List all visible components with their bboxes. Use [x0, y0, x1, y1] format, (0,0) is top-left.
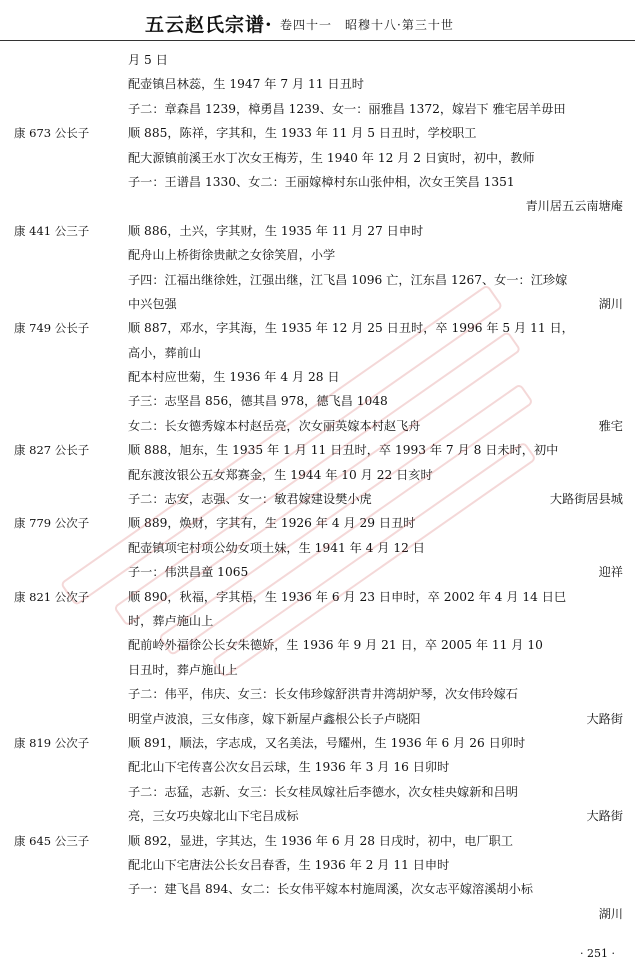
page-number: · 251 · — [580, 947, 615, 960]
genealogy-line — [0, 243, 635, 267]
genealogy-line — [0, 438, 635, 462]
genealogy-line — [0, 365, 635, 389]
genealogy-line — [0, 292, 635, 316]
entry-text: 子一：王谱昌 1330、女二：王丽嫁樟村东山张仲相，次女王笑昌 1351 — [128, 174, 515, 189]
genealogy-body — [0, 48, 635, 926]
genealogy-line — [0, 902, 635, 926]
genealogy-line — [0, 389, 635, 413]
genealogy-line — [0, 804, 635, 828]
residence-label: 大路街 — [586, 711, 623, 726]
ancestor-label: 康 827 公长子 — [14, 443, 90, 458]
entry-text: 日丑时，葬卢施山上 — [128, 662, 238, 677]
entry-text: 配舟山上桥街徐贵献之女徐笑眉，小学 — [128, 248, 336, 263]
genealogy-line — [0, 658, 635, 682]
ancestor-label: 康 779 公次子 — [14, 516, 90, 531]
entry-text: 子二：章森昌 1239，樟勇昌 1239、女一：丽雅昌 1372，嫁岩下 雅宅居羊毋田 — [128, 101, 566, 116]
genealogy-line — [0, 487, 635, 511]
entry-text: 顺 890，秋福，字其梧，生 1936 年 6 月 23 日申时，卒 2002 年 4 月 14 日巳 — [128, 589, 567, 604]
ancestor-label: 康 749 公长子 — [14, 321, 90, 336]
entry-text: 配前岭外福徐公长女朱德娇，生 1936 年 9 月 21 日，卒 2005 年 11 月 10 — [128, 638, 543, 653]
genealogy-line — [0, 731, 635, 755]
genealogy-line — [0, 97, 635, 121]
genealogy-line — [0, 511, 635, 535]
entry-text: 明堂卢波浪，三女伟彦，嫁下新屋卢鑫根公长子卢晓阳 — [128, 711, 421, 726]
genealogy-line — [0, 585, 635, 609]
genealogy-line — [0, 463, 635, 487]
entry-text: 子三：志坚昌 856，德其昌 978，德飞昌 1048 — [128, 394, 388, 409]
residence-label: 大路街居县城 — [549, 492, 623, 507]
entry-text: 女二：长女德秀嫁本村赵岳亮，次女丽英嫁本村赵飞舟 — [128, 418, 421, 433]
genealogy-line — [0, 536, 635, 560]
genealogy-line — [0, 877, 635, 901]
genealogy-line — [0, 853, 635, 877]
genealogy-line — [0, 707, 635, 731]
entry-text: 子一：伟洪昌童 1065 — [128, 565, 249, 580]
genealogy-line — [0, 633, 635, 657]
entry-text: 子二：志猛，志新、女三：长女桂凤嫁社后李德水，次女桂央嫁新和吕明 — [128, 784, 518, 799]
entry-text: 配东渡汝银公五女郑赛金，生 1944 年 10 月 22 日亥时 — [128, 467, 433, 482]
entry-text: 配壶镇项宅村项公幼女项土妹，生 1941 年 4 月 12 日 — [128, 540, 425, 555]
genealogy-line — [0, 609, 635, 633]
residence-label: 湖川 — [598, 296, 623, 311]
entry-text: 子二：志安，志强、女一：敏君嫁建设樊小虎 — [128, 492, 372, 507]
genealogy-line — [0, 268, 635, 292]
entry-text: 子四：江福出继徐姓，江强出继，江飞昌 1096 亡，江东昌 1267、女一：江珍嫁 — [128, 272, 568, 287]
book-title: 五云赵氏宗谱· — [145, 14, 273, 36]
entry-text: 顺 888，旭东，生 1935 年 1 月 11 日丑时，卒 1993 年 7 月 8 日未时，初中 — [128, 443, 559, 458]
ancestor-label: 康 645 公三子 — [14, 833, 90, 848]
entry-text: 时，葬卢施山上 — [128, 613, 214, 628]
entry-text: 顺 887，邓水，字其海，生 1935 年 12 月 25 日丑时，卒 1996 年 5 月 11 日， — [128, 321, 574, 336]
entry-text: 配本村应世菊，生 1936 年 4 月 28 日 — [128, 370, 340, 385]
entry-text: 子一：建飞昌 894、女二：长女伟平嫁本村施周溪，次女志平嫁溶溪胡小标 — [128, 882, 533, 897]
genealogy-line — [0, 341, 635, 365]
ancestor-label: 康 819 公次子 — [14, 735, 90, 750]
residence-label: 雅宅 — [598, 418, 623, 433]
genealogy-line — [0, 755, 635, 779]
genealogy-line — [0, 780, 635, 804]
entry-text: 顺 891，顺法，字志成，又名美法，号耀州，生 1936 年 6 月 26 日卯时 — [128, 735, 526, 750]
ancestor-label: 康 441 公三子 — [14, 223, 90, 238]
residence-label: 青川居五云南塘庵 — [525, 199, 623, 214]
entry-text: 配壶镇吕林蕊，生 1947 年 7 月 11 日丑时 — [128, 77, 364, 92]
genealogy-line — [0, 219, 635, 243]
entry-text: 配北山下宅唐法公长女吕春香，生 1936 年 2 月 11 日申时 — [128, 857, 450, 872]
genealogy-line — [0, 194, 635, 218]
genealogy-line — [0, 560, 635, 584]
volume-subtitle: 卷四十一 昭穆十八·第三十世 — [280, 18, 454, 32]
entry-text: 顺 885，陈祥，字其和，生 1933 年 11 月 5 日丑时，学校职工 — [128, 126, 477, 141]
genealogy-line — [0, 48, 635, 72]
genealogy-line — [0, 316, 635, 340]
ancestor-label: 康 673 公长子 — [14, 126, 90, 141]
entry-text: 月 5 日 — [128, 53, 168, 67]
residence-label: 大路街 — [586, 809, 623, 824]
genealogy-line — [0, 72, 635, 96]
entry-text: 子二：伟平，伟庆、女三：长女伟珍嫁舒洪青井湾胡炉琴，次女伟玲嫁石 — [128, 687, 518, 702]
entry-text: 配大源镇前溪王水丁次女王梅芳，生 1940 年 12 月 2 日寅时，初中，教师 — [128, 150, 535, 165]
genealogy-line — [0, 414, 635, 438]
entry-text: 顺 889，焕财，字其有，生 1926 年 4 月 29 日丑时 — [128, 516, 416, 531]
entry-text: 顺 886，土兴，字其财，生 1935 年 11 月 27 日申时 — [128, 223, 424, 238]
entry-text: 顺 892，显进，字其达，生 1936 年 6 月 28 日戌时，初中，电厂职工 — [128, 833, 513, 848]
genealogy-line — [0, 682, 635, 706]
entry-text: 高小，葬前山 — [128, 345, 202, 360]
entry-text: 中兴包强 — [128, 296, 177, 311]
genealogy-line — [0, 829, 635, 853]
residence-label: 湖川 — [598, 906, 623, 921]
residence-label: 迎祥 — [598, 565, 623, 580]
genealogy-line — [0, 121, 635, 145]
page-header — [0, 0, 635, 41]
genealogy-line — [0, 170, 635, 194]
entry-text: 亮，三女巧央嫁北山下宅吕成标 — [128, 809, 299, 824]
genealogy-line — [0, 146, 635, 170]
ancestor-label: 康 821 公次子 — [14, 589, 90, 604]
entry-text: 配北山下宅传喜公次女吕云球，生 1936 年 3 月 16 日卯时 — [128, 760, 450, 775]
